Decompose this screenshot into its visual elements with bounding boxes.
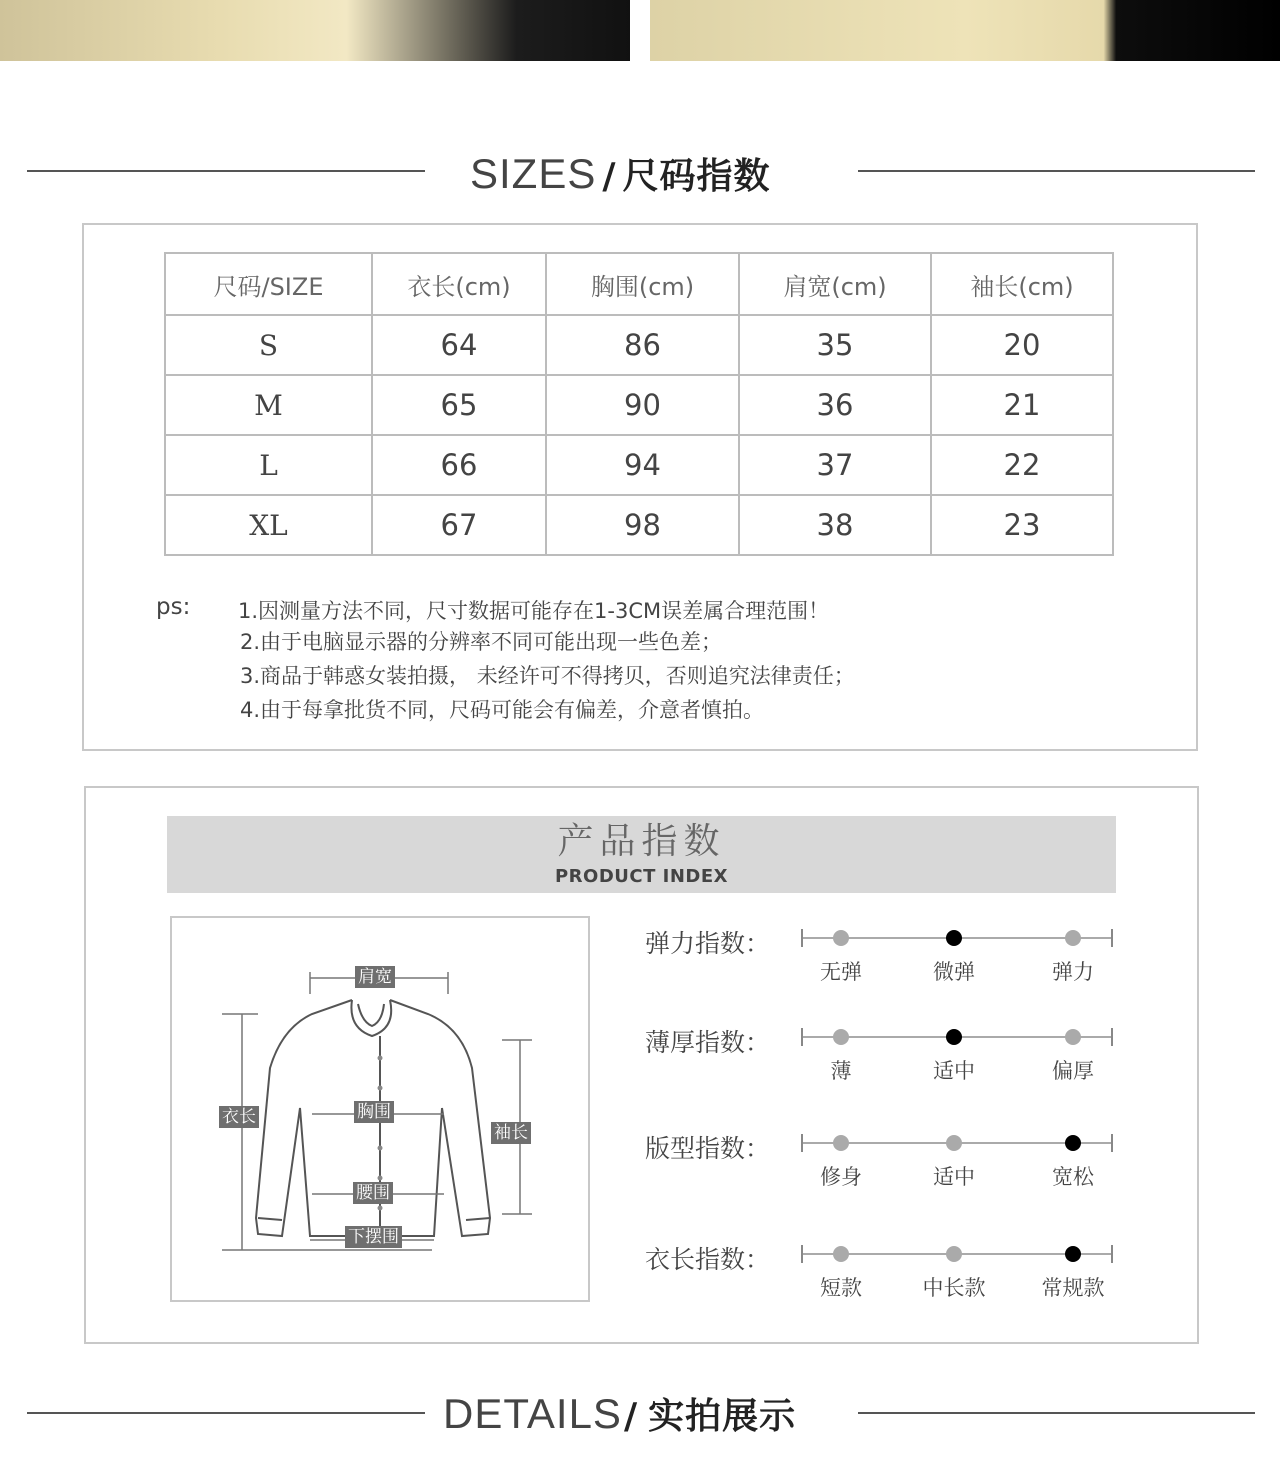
value-cell: 23	[931, 495, 1113, 555]
size-cell: S	[165, 315, 372, 375]
value-cell: 86	[546, 315, 739, 375]
index-option-label: 弹力	[1052, 960, 1094, 984]
heading-slash: /	[623, 1396, 639, 1437]
product-photo-left	[0, 0, 630, 61]
header-cell: 肩宽(cm)	[739, 253, 931, 315]
size-table-header	[165, 253, 1113, 315]
index-option-label: 中长款	[922, 1276, 986, 1300]
index-dot-selected	[1065, 1135, 1081, 1151]
index-scale-tick	[1111, 1134, 1113, 1152]
index-option-label: 微弹	[933, 960, 975, 984]
value-cell: 20	[931, 315, 1113, 375]
heading-rule-right	[858, 170, 1255, 172]
diagram-label-waist: 腰围	[353, 1182, 393, 1204]
value-cell: 94	[546, 435, 739, 495]
size-cell: M	[165, 375, 372, 435]
size-table	[164, 252, 1114, 556]
value-cell: 65	[372, 375, 546, 435]
value-cell: 35	[739, 315, 931, 375]
index-scale-tick	[1111, 1028, 1113, 1046]
value-cell: 21	[931, 375, 1113, 435]
index-dot	[833, 930, 849, 946]
index-option-label: 无弹	[820, 960, 862, 984]
index-dot-selected	[946, 1029, 962, 1045]
index-dot	[833, 1135, 849, 1151]
table-row	[165, 375, 1113, 435]
index-label: 衣长指数：	[645, 1245, 771, 1274]
details-heading-cn: 实拍展示	[648, 1396, 797, 1437]
index-option-label: 常规款	[1041, 1276, 1105, 1300]
diagram-label-shoulder: 肩宽	[355, 966, 395, 988]
index-option-label: 适中	[933, 1165, 975, 1189]
value-cell: 67	[372, 495, 546, 555]
diagram-label-hem: 下摆围	[345, 1226, 402, 1248]
header-cell: 尺码/SIZE	[165, 253, 372, 315]
product-photo-right	[650, 0, 1280, 61]
index-scale-tick	[801, 1028, 803, 1046]
value-cell: 37	[739, 435, 931, 495]
value-cell: 66	[372, 435, 546, 495]
details-heading-en: DETAILS	[443, 1390, 622, 1437]
index-option-label: 宽松	[1052, 1165, 1094, 1189]
index-dot-selected	[1065, 1246, 1081, 1262]
index-scale-tick	[801, 1245, 803, 1263]
size-cell: L	[165, 435, 372, 495]
header-cell: 胸围(cm)	[546, 253, 739, 315]
value-cell: 98	[546, 495, 739, 555]
index-option-label: 薄	[830, 1059, 852, 1083]
product-index-title-en: PRODUCT INDEX	[554, 866, 729, 887]
table-row	[165, 495, 1113, 555]
index-dot	[946, 1135, 962, 1151]
diagram-label-sleeve: 袖长	[491, 1122, 531, 1144]
index-option-label: 偏厚	[1052, 1059, 1094, 1083]
table-row	[165, 435, 1113, 495]
header-cell: 袖长(cm)	[931, 253, 1113, 315]
size-cell: XL	[165, 495, 372, 555]
index-dot	[833, 1246, 849, 1262]
index-option-label: 适中	[933, 1059, 975, 1083]
value-cell: 90	[546, 375, 739, 435]
index-dot-selected	[946, 930, 962, 946]
heading-slash: /	[602, 156, 617, 197]
product-index-title-cn: 产品指数	[557, 821, 726, 862]
heading-rule-left	[27, 1412, 425, 1414]
sizes-heading-en: SIZES	[470, 150, 597, 197]
index-dot	[833, 1029, 849, 1045]
index-scale-tick	[1111, 929, 1113, 947]
index-option-label: 修身	[820, 1165, 862, 1189]
index-scale-tick	[801, 1134, 803, 1152]
value-cell: 36	[739, 375, 931, 435]
product-index-banner	[167, 816, 1116, 893]
header-cell: 衣长(cm)	[372, 253, 546, 315]
sizes-heading	[470, 148, 771, 199]
diagram-label-length: 衣长	[219, 1106, 259, 1128]
index-dot	[1065, 930, 1081, 946]
heading-rule-right	[858, 1412, 1255, 1414]
heading-rule-left	[27, 170, 425, 172]
value-cell: 64	[372, 315, 546, 375]
index-option-label: 短款	[820, 1276, 862, 1300]
index-label: 薄厚指数：	[645, 1028, 771, 1057]
index-dot	[1065, 1029, 1081, 1045]
index-label: 版型指数：	[645, 1134, 771, 1163]
note-line: 4.由于每拿批货不同，尺码可能会有偏差，介意者慎拍。	[240, 698, 765, 722]
note-line: 1.因测量方法不同，尺寸数据可能存在1-3CM误差属合理范围！	[238, 599, 830, 623]
index-scale-tick	[801, 929, 803, 947]
index-dot	[946, 1246, 962, 1262]
diagram-label-chest: 胸围	[354, 1101, 394, 1123]
value-cell: 22	[931, 435, 1113, 495]
details-heading	[443, 1388, 796, 1439]
sizes-heading-cn: 尺码指数	[622, 156, 771, 197]
note-line: 2.由于电脑显示器的分辨率不同可能出现一些色差；	[240, 630, 723, 654]
notes-label: ps:	[156, 594, 191, 620]
value-cell: 38	[739, 495, 931, 555]
note-line: 3.商品于韩惑女装拍摄， 未经许可不得拷贝，否则追究法律责任；	[240, 664, 855, 688]
index-label: 弹力指数：	[645, 929, 771, 958]
table-row	[165, 315, 1113, 375]
index-scale-tick	[1111, 1245, 1113, 1263]
